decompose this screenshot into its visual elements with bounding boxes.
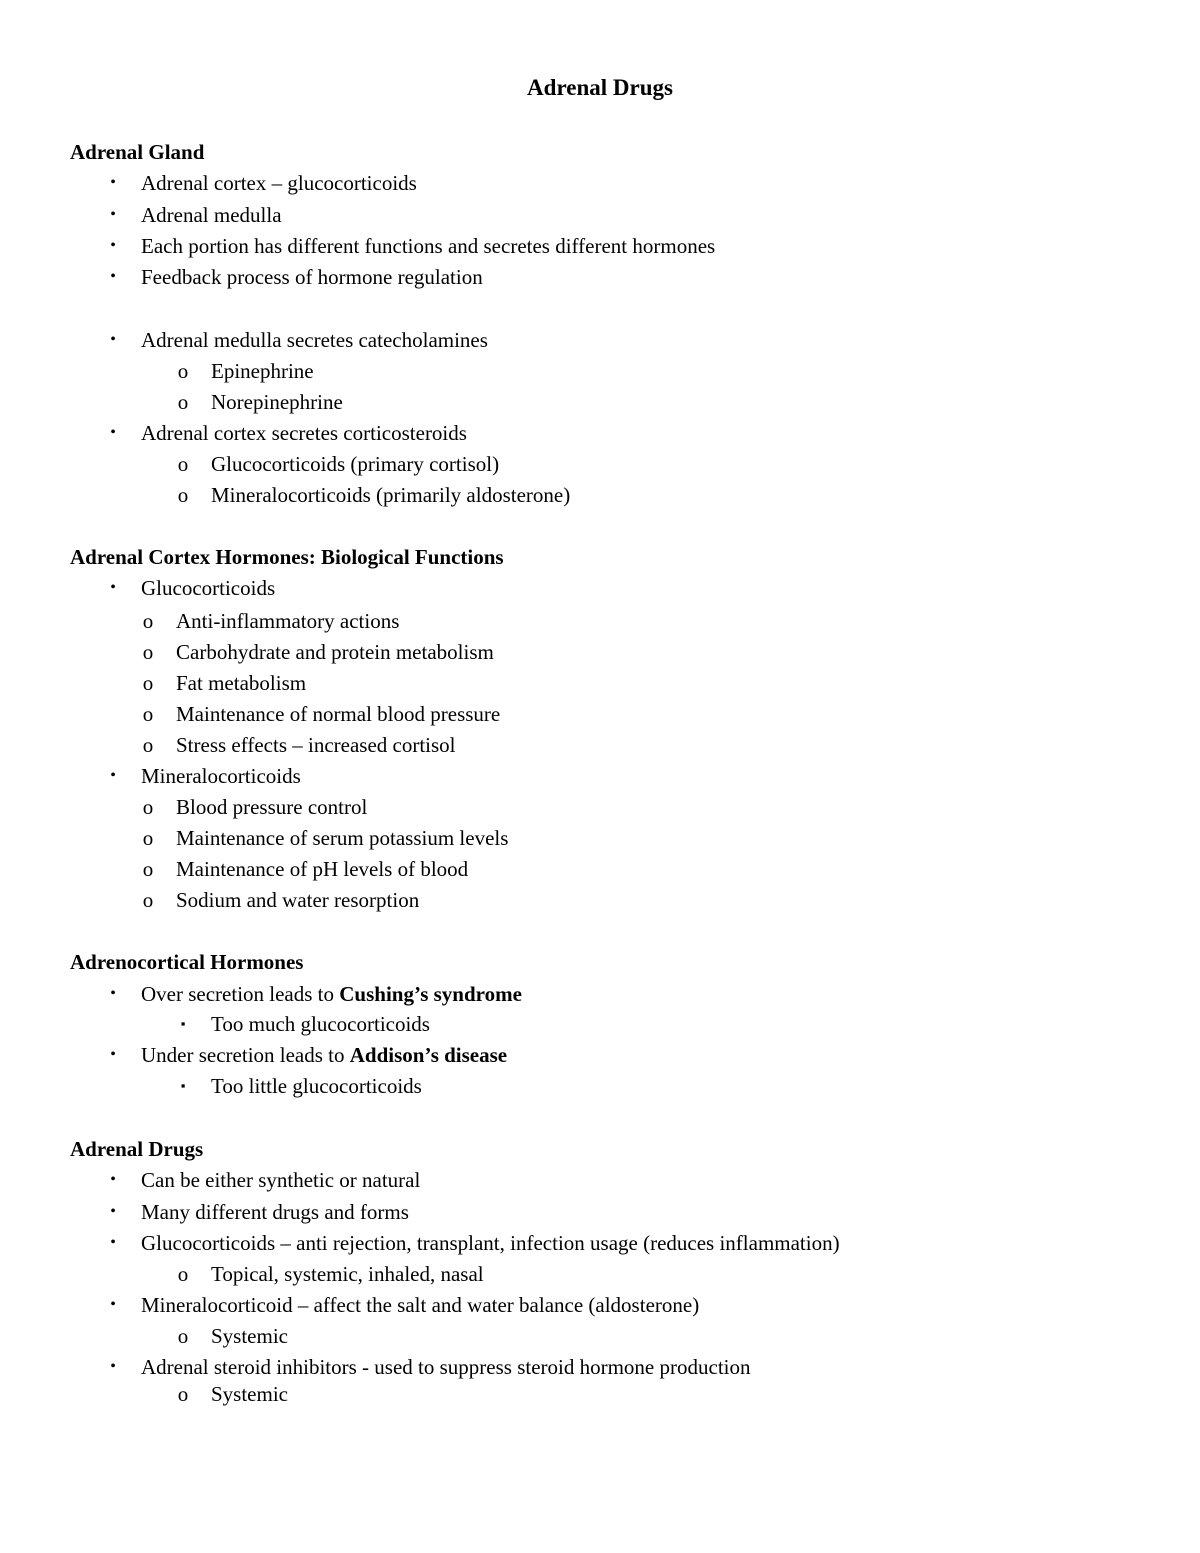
circle-bullet-icon: o [177,1324,189,1348]
page-title: Adrenal Drugs [527,75,673,100]
list-item: Each portion has different functions and secretes different hormones [141,234,716,258]
list-item: Can be either synthetic or natural [141,1168,421,1192]
section-heading-biological-functions: Adrenal Cortex Hormones: Biological Functions [70,545,504,569]
section-heading-adrenal-gland: Adrenal Gland [70,140,205,164]
list-item [141,1041,507,1069]
bullet-icon: • [110,579,116,596]
circle-bullet-icon: o [142,640,154,664]
circle-bullet-icon: o [142,702,154,726]
sub-list-item: Norepinephrine [211,390,343,414]
section-heading-adrenal-drugs: Adrenal Drugs [70,1137,204,1161]
sub-list-item: Blood pressure control [176,795,368,819]
cushings-syndrome-term: Cushing’s syndrome [339,982,522,1006]
bullet-icon: • [110,985,116,1002]
section-heading-adrenocortical-hormones: Adrenocortical Hormones [70,950,304,974]
list-item: Mineralocorticoids [141,764,301,788]
sub-list-item: Too much glucocorticoids [211,1012,430,1036]
bullet-icon: • [110,206,116,223]
bullet-icon: • [110,331,116,348]
list-item: Adrenal cortex secretes corticosteroids [141,421,467,445]
circle-bullet-icon: o [142,733,154,757]
list-item: Adrenal cortex – glucocorticoids [141,171,417,195]
circle-bullet-icon: o [177,359,189,383]
bullet-icon: • [110,1046,116,1063]
list-item: Adrenal medulla [141,203,282,227]
circle-bullet-icon: o [142,888,154,912]
bullet-icon: • [110,268,116,285]
addisons-disease-term: Addison’s disease [349,1043,508,1067]
circle-bullet-icon: o [142,671,154,695]
list-item: Glucocorticoids – anti rejection, transplant, infection usage (reduces inflammation) [141,1231,840,1255]
bullet-icon: • [110,1358,116,1375]
sub-list-item: Maintenance of serum potassium levels [176,826,509,850]
list-item: Glucocorticoids [141,576,276,600]
bullet-icon: • [110,424,116,441]
circle-bullet-icon: o [177,483,189,507]
sub-list-item: Epinephrine [211,359,314,383]
sub-list-item: Anti-inflammatory actions [176,609,400,633]
square-bullet-icon: ▪ [180,1078,186,1093]
circle-bullet-icon: o [177,1382,189,1406]
sub-list-item: Topical, systemic, inhaled, nasal [211,1262,484,1286]
list-item: Many different drugs and forms [141,1200,409,1224]
list-item [141,980,522,1008]
bullet-icon: • [110,767,116,784]
circle-bullet-icon: o [142,826,154,850]
bullet-icon: • [110,174,116,191]
sub-list-item: Too little glucocorticoids [211,1074,422,1098]
bullet-icon: • [110,1171,116,1188]
circle-bullet-icon: o [177,390,189,414]
circle-bullet-icon: o [177,1262,189,1286]
list-item-text: Over secretion leads to [141,982,340,1006]
list-item: Feedback process of hormone regulation [141,265,483,289]
sub-list-item: Mineralocorticoids (primarily aldosterone) [211,483,571,507]
bullet-icon: • [110,1234,116,1251]
sub-list-item: Carbohydrate and protein metabolism [176,640,494,664]
sub-list-item: Glucocorticoids (primary cortisol) [211,452,500,476]
square-bullet-icon: ▪ [180,1016,186,1031]
bullet-icon: • [110,237,116,254]
circle-bullet-icon: o [142,609,154,633]
list-item: Mineralocorticoid – affect the salt and water balance (aldosterone) [141,1293,700,1317]
sub-list-item: Stress effects – increased cortisol [176,733,456,757]
bullet-icon: • [110,1203,116,1220]
sub-list-item: Maintenance of pH levels of blood [176,857,469,881]
sub-list-item: Systemic [211,1324,288,1348]
circle-bullet-icon: o [142,857,154,881]
circle-bullet-icon: o [177,452,189,476]
sub-list-item: Maintenance of normal blood pressure [176,702,501,726]
list-item-text: Under secretion leads to [141,1043,350,1067]
sub-list-item: Fat metabolism [176,671,307,695]
sub-list-item: Systemic [211,1382,288,1406]
list-item: Adrenal steroid inhibitors - used to suppress steroid hormone production [141,1355,751,1379]
circle-bullet-icon: o [142,795,154,819]
bullet-icon: • [110,1296,116,1313]
sub-list-item: Sodium and water resorption [176,888,420,912]
list-item: Adrenal medulla secretes catecholamines [141,328,488,352]
